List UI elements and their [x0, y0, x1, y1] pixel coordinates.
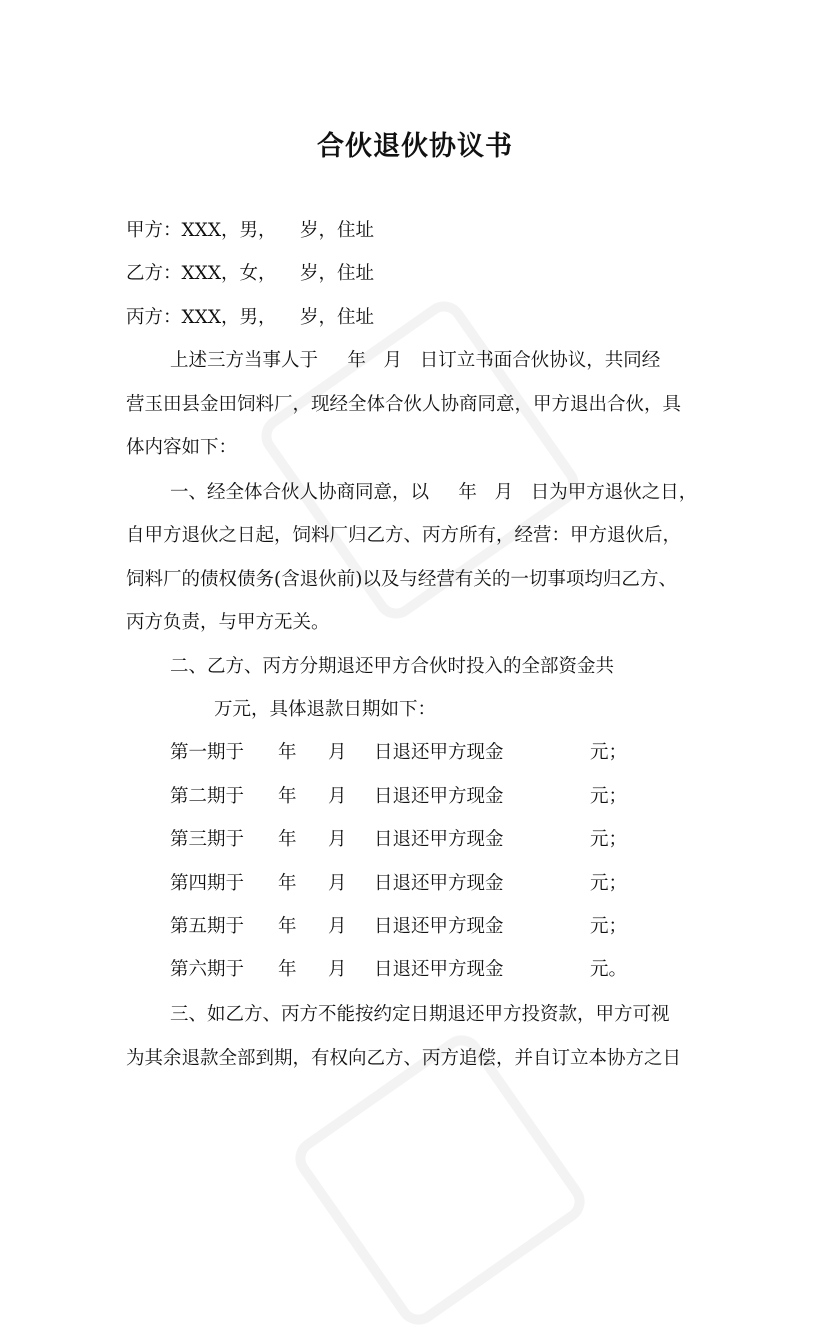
schedule-unit: 元；: [590, 742, 628, 763]
schedule-desc: 日退还甲方现金: [374, 959, 504, 980]
schedule-period: 第一期于: [170, 742, 245, 763]
schedule-year: 年: [278, 916, 297, 937]
schedule-period: 第三期于: [170, 829, 245, 850]
schedule-month: 月: [328, 916, 347, 937]
intro-line: 体内容如下：: [126, 437, 238, 458]
schedule-month: 月: [328, 829, 347, 850]
schedule-month: 月: [328, 742, 347, 763]
schedule-unit: 元；: [590, 786, 628, 807]
schedule-period: 第六期于: [170, 959, 245, 980]
schedule-period: 第二期于: [170, 786, 245, 807]
schedule-year: 年: [278, 873, 297, 894]
schedule-row: [170, 785, 630, 809]
schedule-row: [170, 958, 630, 982]
document-title: 合伙退伙协议书: [317, 131, 513, 162]
schedule-month: 月: [328, 873, 347, 894]
clause-1-line: 饲料厂的债权债务(含退伙前)以及与经营有关的一切事项均归乙方、: [126, 569, 677, 590]
clause-3-line: 为其余退款全部到期，有权向乙方、丙方追偿，并自订立本协方之日: [126, 1048, 682, 1069]
schedule-unit: 元；: [590, 916, 628, 937]
schedule-period: 第四期于: [170, 873, 245, 894]
schedule-row: [170, 741, 630, 765]
schedule-desc: 日退还甲方现金: [374, 742, 504, 763]
schedule-desc: 日退还甲方现金: [374, 916, 504, 937]
party-b: 乙方：XXX，女， 岁，住址: [126, 263, 375, 284]
clause-2-line: 二、乙方、丙方分期退还甲方合伙时投入的全部资金共: [170, 656, 615, 677]
schedule-unit: 元；: [590, 873, 628, 894]
clause-2-amount-line: 万元，具体退款日期如下：: [214, 699, 437, 720]
schedule-row: [170, 872, 630, 896]
schedule-year: 年: [278, 786, 297, 807]
schedule-month: 月: [328, 959, 347, 980]
clause-1-line: 一、经全体合伙人协商同意，以 年 月 日为甲方退伙之日，: [170, 482, 698, 503]
clause-1-line: 自甲方退伙之日起，饲料厂归乙方、丙方所有，经营：甲方退伙后，: [126, 525, 682, 546]
watermark-logo: [287, 1027, 593, 1333]
schedule-desc: 日退还甲方现金: [374, 786, 504, 807]
schedule-year: 年: [278, 742, 297, 763]
schedule-unit: 元；: [590, 829, 628, 850]
schedule-year: 年: [278, 959, 297, 980]
party-c: 丙方：XXX，男， 岁，住址: [126, 307, 375, 328]
clause-1-line: 丙方负责，与甲方无关。: [126, 612, 330, 633]
intro-line: 上述三方当事人于 年 月 日订立书面合伙协议，共同经: [170, 350, 661, 371]
schedule-period: 第五期于: [170, 916, 245, 937]
schedule-row: [170, 828, 630, 852]
schedule-desc: 日退还甲方现金: [374, 829, 504, 850]
schedule-unit: 元。: [590, 959, 628, 980]
schedule-desc: 日退还甲方现金: [374, 873, 504, 894]
intro-line: 营玉田县金田饲料厂，现经全体合伙人协商同意，甲方退出合伙，具: [126, 394, 682, 415]
schedule-year: 年: [278, 829, 297, 850]
clause-3-line: 三、如乙方、丙方不能按约定日期退还甲方投资款，甲方可视: [170, 1004, 670, 1025]
schedule-row: [170, 915, 630, 939]
schedule-month: 月: [328, 786, 347, 807]
party-a: 甲方：XXX，男， 岁，住址: [126, 220, 375, 241]
